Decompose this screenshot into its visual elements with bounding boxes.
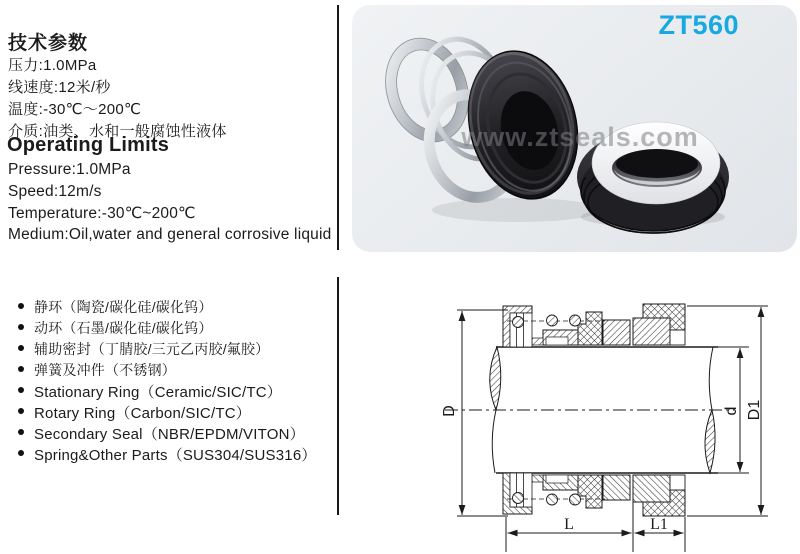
material-stationary-ring-en: Stationary Ring（Ceramic/SIC/TC）	[34, 384, 282, 401]
bullet-dot-icon	[18, 345, 24, 351]
spring-coil-section	[547, 315, 558, 326]
seal-assembly-illustration	[373, 27, 593, 210]
seal-section-top	[503, 304, 685, 347]
list-item	[18, 339, 338, 360]
list-item	[18, 423, 338, 444]
bullet-dot-icon	[18, 366, 24, 372]
dim-label-D: D	[441, 405, 458, 417]
gland-recess	[670, 330, 685, 345]
bullet-dot-icon	[18, 324, 24, 330]
bullet-dot-icon	[18, 303, 24, 309]
list-item	[18, 444, 338, 465]
spec-medium-cn: 介质:油类、水和一般腐蚀性液体	[8, 123, 227, 140]
technical-drawing	[400, 280, 800, 554]
seal-section-bottom	[503, 473, 685, 516]
bore-shadow	[616, 150, 698, 178]
list-item	[18, 402, 338, 423]
watermark: www.ztseals.com	[461, 122, 699, 152]
model-badge: ZT560	[658, 10, 739, 40]
material-spring-en: Spring&Other Parts（SUS304/SUS316）	[34, 447, 317, 464]
shadow	[432, 198, 602, 222]
spec-temperature-en: Temperature:-30℃~200℃	[8, 205, 196, 222]
bellows-section	[578, 312, 602, 345]
material-rotary-ring-cn: 动环（石墨/碳化硅/碳化钨）	[34, 320, 213, 336]
spec-speed-cn: 线速度:12米/秒	[8, 79, 111, 96]
bullet-dot-icon	[18, 387, 24, 393]
rotary-ring-section	[603, 320, 630, 345]
list-item	[18, 381, 338, 402]
product-photo	[352, 5, 797, 252]
material-rotary-ring-en: Rotary Ring（Carbon/SIC/TC）	[34, 405, 251, 422]
materials-list	[18, 297, 338, 465]
spec-medium-en: Medium:Oil,water and general corrosive liquid	[8, 226, 332, 243]
dim-label-d: d	[723, 406, 740, 416]
spec-pressure-cn: 压力:1.0MPa	[8, 57, 97, 74]
material-secondary-seal-en: Secondary Seal（NBR/EPDM/VITON）	[34, 426, 305, 443]
spring-coil-section	[513, 317, 524, 328]
tech-params-cn-title: 技术参数	[8, 33, 89, 54]
vertical-divider-top	[337, 5, 339, 250]
operating-limits-title: Operating Limits	[7, 134, 170, 156]
dim-label-L1: L1	[650, 516, 668, 533]
spec-pressure-en: Pressure:1.0MPa	[8, 161, 131, 178]
material-spring-cn: 弹簧及冲件（不锈钢）	[34, 362, 176, 378]
vertical-divider-bottom	[337, 277, 339, 515]
spec-speed-en: Speed:12m/s	[8, 183, 102, 200]
bullet-dot-icon	[18, 450, 24, 456]
material-secondary-seal-cn: 辅助密封（丁腈胶/三元乙丙胶/氟胶）	[34, 341, 270, 357]
dim-label-D1: D1	[746, 399, 763, 421]
list-item	[18, 318, 338, 339]
product-photo-svg	[352, 5, 797, 252]
stationary-ring-section	[633, 318, 670, 345]
list-item	[18, 360, 338, 381]
spring-coil-section	[570, 315, 581, 326]
bullet-dot-icon	[18, 429, 24, 435]
spec-temperature-cn: 温度:-30℃～200℃	[8, 101, 142, 118]
list-item	[18, 297, 338, 318]
material-stationary-ring-cn: 静环（陶瓷/碳化硅/碳化钨）	[34, 299, 213, 315]
bullet-dot-icon	[18, 408, 24, 414]
dim-label-L: L	[564, 516, 574, 533]
